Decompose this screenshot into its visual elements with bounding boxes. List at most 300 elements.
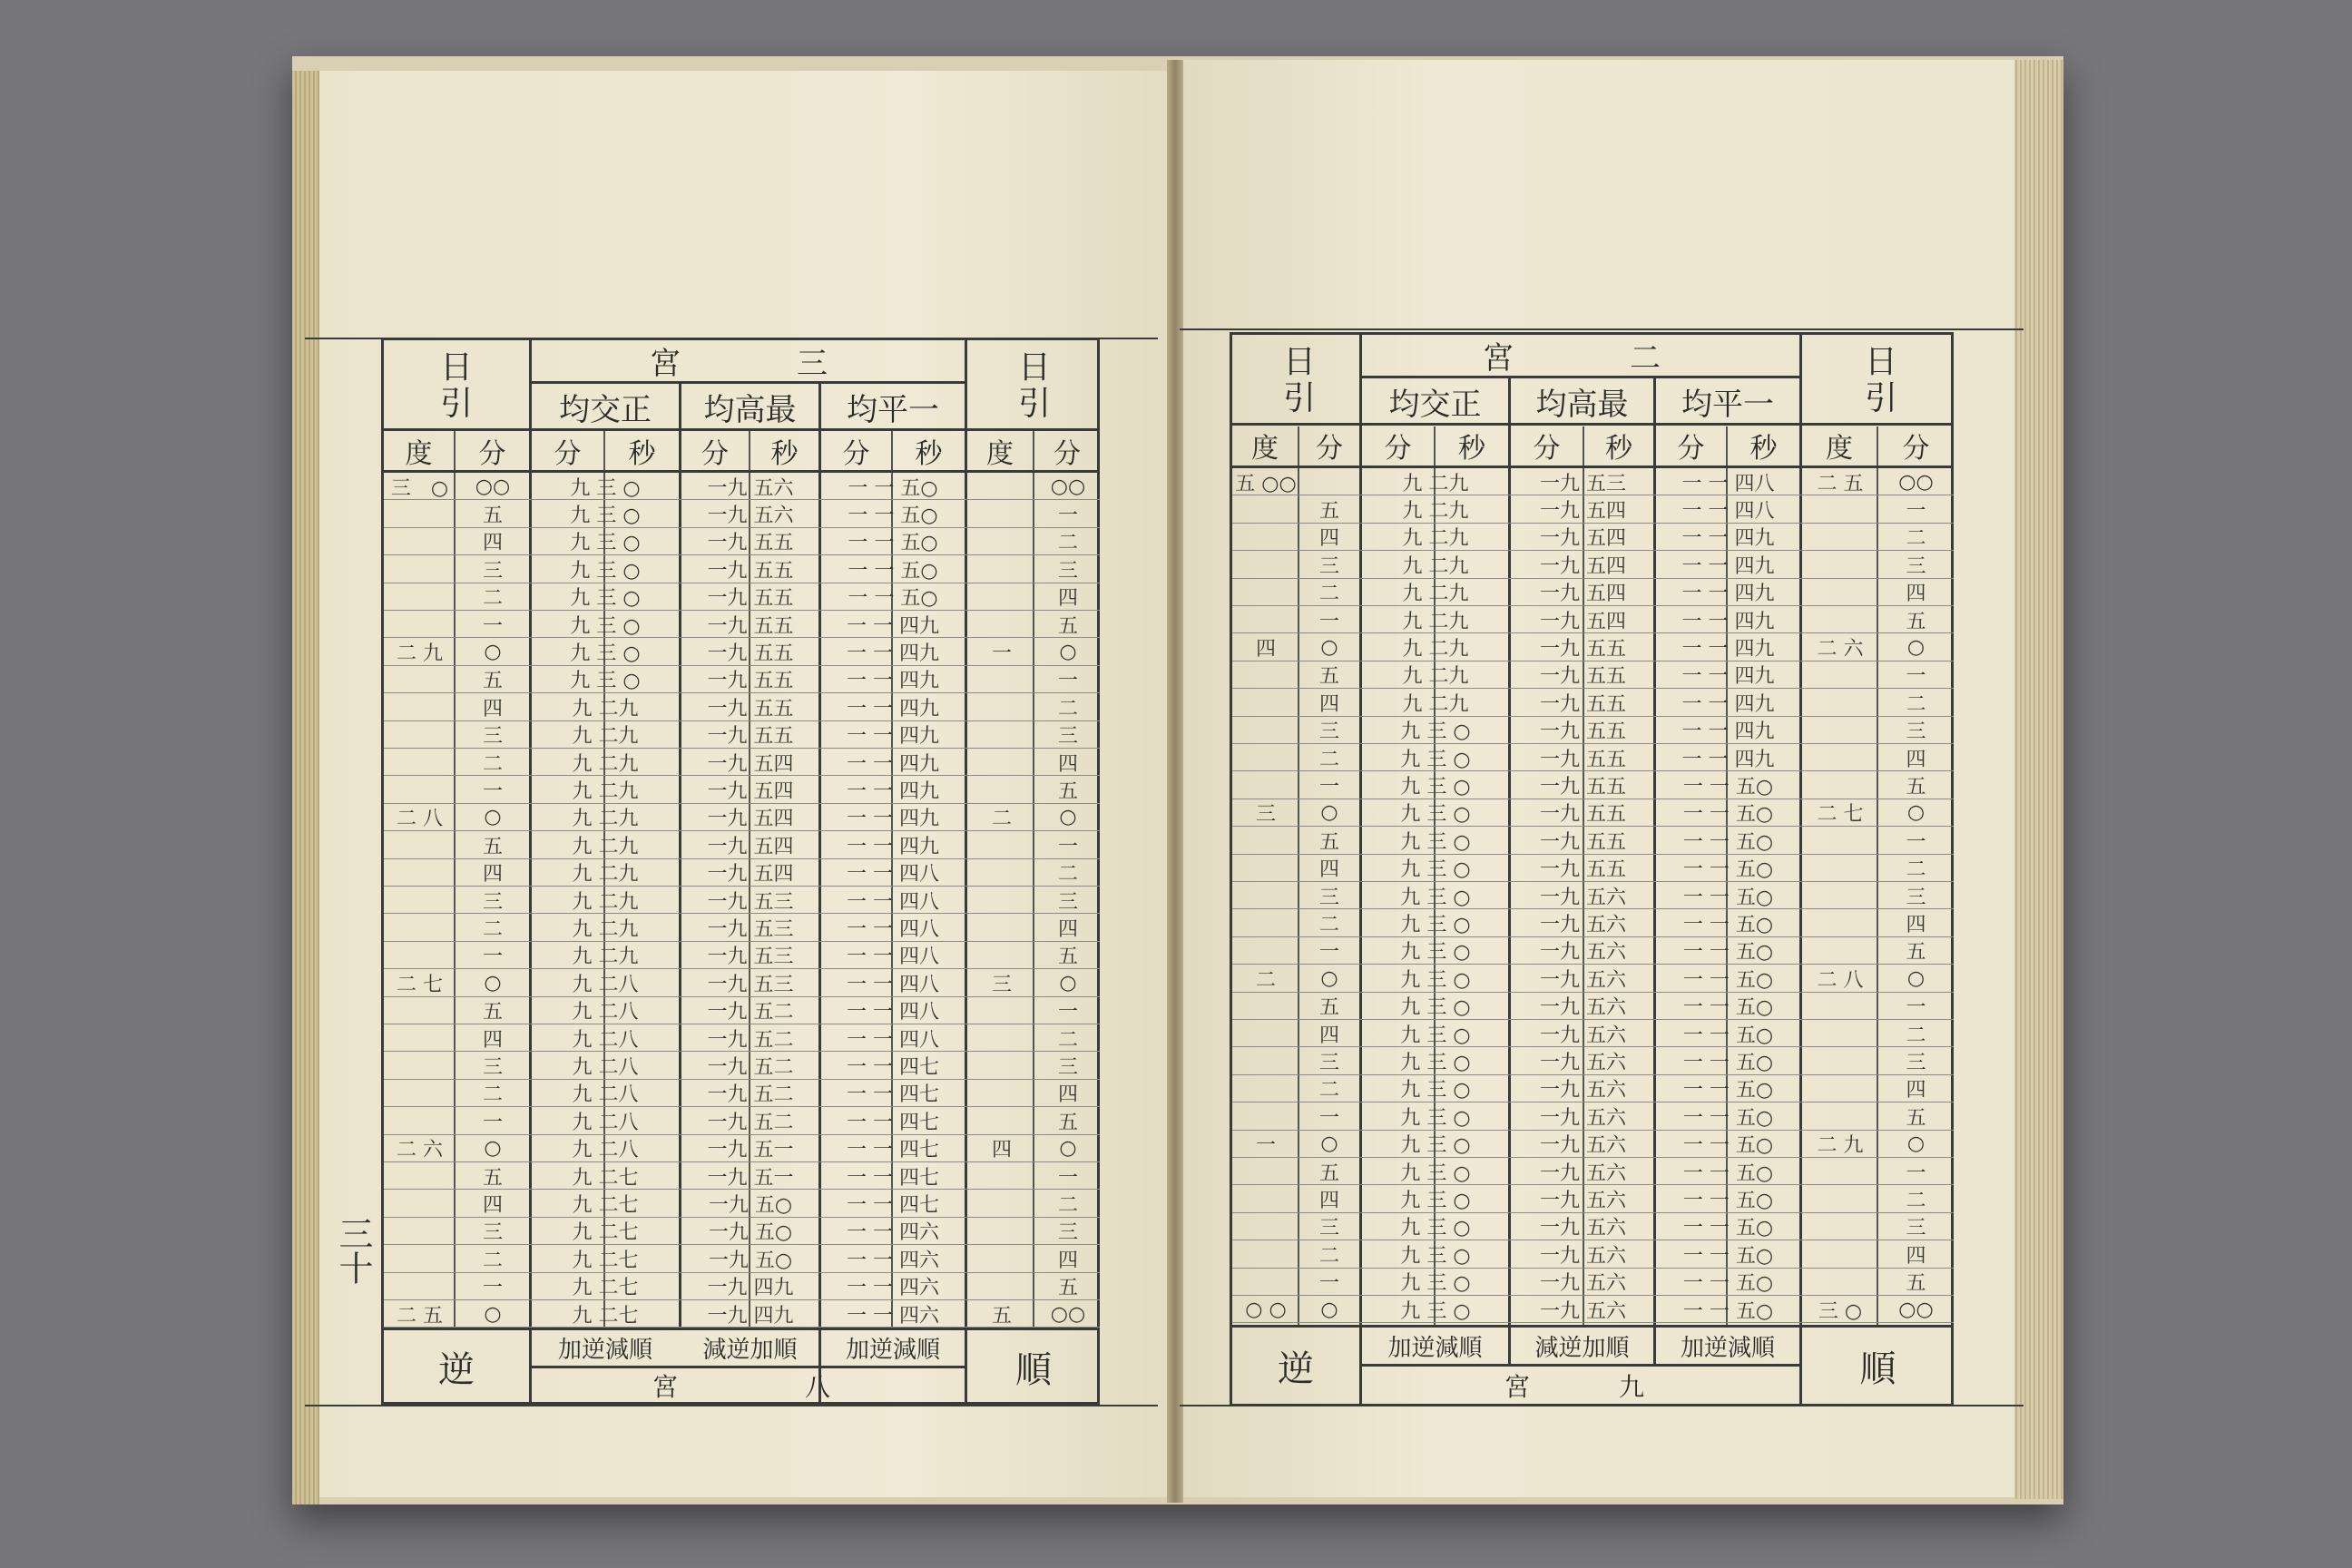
table-cell: [969, 528, 1034, 555]
table-cell: 一 一 四九: [847, 725, 939, 749]
table-cell: [969, 666, 1034, 693]
table-row: [1232, 1047, 1954, 1074]
table-cell: 九 二九: [1402, 583, 1469, 606]
table-cell: 一 一 四九: [1681, 527, 1775, 551]
table-cell: 一九 五五: [707, 532, 794, 555]
table-row: [1232, 1102, 1954, 1130]
table-cell: [1234, 909, 1298, 936]
table-cell: 二: [1318, 583, 1339, 606]
table-cell: 一九 五六: [707, 476, 794, 500]
table-cell: 九 三 ○: [1400, 1079, 1471, 1102]
table-row: [1232, 1158, 1954, 1185]
table-cell: 一: [1057, 504, 1078, 527]
table-cell: [969, 693, 1034, 720]
table-row: [384, 1107, 1100, 1134]
table-cell: 一九 五六: [1540, 1051, 1626, 1074]
table-cell: 九 三 ○: [570, 504, 641, 527]
table-cell: 九 三 ○: [570, 532, 641, 555]
right-unit-7: 秒: [1749, 433, 1778, 465]
table-cell: 一 一 四九: [1681, 554, 1775, 578]
table-cell: ○: [1320, 635, 1338, 659]
table-cell: 四: [1906, 913, 1926, 936]
table-cell: [386, 500, 454, 527]
table-cell: 一九 五六: [1540, 1161, 1626, 1185]
table-cell: [1804, 1102, 1877, 1130]
table-row: [1232, 606, 1954, 633]
table-cell: [1804, 1240, 1877, 1268]
table-cell: 一九 五二: [707, 1001, 794, 1024]
table-row: [1232, 1075, 1954, 1102]
right-footer-left: 逆: [1278, 1348, 1314, 1390]
table-cell: ○○: [1050, 475, 1086, 498]
table-cell: 四: [1318, 527, 1339, 551]
table-cell: 九 三 ○: [1400, 886, 1471, 909]
table-cell: 二: [1057, 1028, 1078, 1052]
table-cell: 一九 五四: [1540, 610, 1626, 633]
table-cell: [1804, 855, 1877, 882]
table-cell: 九 三 ○: [1400, 1024, 1471, 1047]
table-cell: 三: [1057, 1221, 1078, 1245]
table-cell: 一 一 四九: [847, 697, 939, 720]
table-cell: 三: [1318, 554, 1339, 578]
table-cell: 三: [1318, 1051, 1339, 1074]
table-row: [1232, 1020, 1954, 1047]
table-cell: 一 一 四九: [847, 779, 939, 803]
table-cell: [386, 1190, 454, 1217]
table-cell: ○: [484, 1137, 502, 1161]
table-cell: 一: [1057, 1166, 1078, 1190]
table-cell: [1234, 689, 1298, 716]
table-cell: 一九 五六: [1540, 1024, 1626, 1047]
table-cell: 二: [482, 1249, 503, 1272]
table-cell: 五: [1906, 1272, 1926, 1296]
table-cell: 二: [1057, 863, 1078, 887]
table-cell: [969, 1024, 1034, 1052]
table-cell: 一 一 四六: [847, 1221, 939, 1245]
table-cell: [969, 1107, 1034, 1134]
table-cell: 一 一 四六: [847, 1304, 939, 1328]
table-cell: [1804, 1075, 1877, 1102]
table-cell: 五: [482, 1166, 503, 1190]
table-cell: 四: [991, 1139, 1012, 1162]
right-col-group-2: 均高最: [1535, 386, 1629, 423]
table-cell: 一 一 四八: [847, 863, 939, 887]
table-cell: 九 二九: [1402, 472, 1469, 495]
table-cell: [386, 776, 454, 803]
table-cell: 九 三 ○: [1400, 775, 1471, 799]
table-cell: [1804, 1185, 1877, 1212]
table-cell: 一九 五五: [1540, 775, 1626, 799]
table-cell: 二: [482, 1083, 503, 1107]
table-cell: 九 二九: [572, 890, 639, 914]
table-cell: [386, 997, 454, 1024]
table-cell: 一九 五二: [707, 1083, 794, 1107]
table-cell: 一九 五四: [1540, 499, 1626, 523]
table-cell: 四: [1255, 637, 1276, 661]
table-cell: 一九 五四: [707, 863, 794, 887]
table-row: [1232, 524, 1954, 551]
table-cell: 九 三 ○: [1400, 1161, 1471, 1185]
table-cell: 一 一 五○: [1682, 968, 1774, 992]
table-cell: 九 二九: [1402, 499, 1469, 523]
table-cell: 一 一 五○: [1682, 1161, 1774, 1185]
table-cell: 二: [1906, 527, 1926, 551]
table-cell: 一: [482, 946, 503, 969]
table-cell: ○○: [1898, 1298, 1934, 1321]
table-cell: 九 二八: [572, 1139, 639, 1162]
book-gutter: [1167, 60, 1183, 1503]
table-cell: 五: [482, 504, 503, 527]
table-cell: 五: [1057, 779, 1078, 803]
table-cell: 九 二九: [1402, 692, 1469, 716]
table-cell: 一 一 五○: [1682, 1189, 1774, 1212]
table-row: [1232, 689, 1954, 716]
table-row: [384, 1024, 1100, 1052]
table-cell: 一 一 五○: [1682, 775, 1774, 799]
table-cell: 一 一 五○: [1682, 1079, 1774, 1102]
table-cell: [1234, 579, 1298, 606]
left-unit-5: 秒: [770, 437, 799, 470]
table-cell: 五: [482, 670, 503, 693]
table-cell: 一九 五四: [1540, 583, 1626, 606]
table-cell: [1804, 1158, 1877, 1185]
table-cell: 一 一 五○: [1682, 1024, 1774, 1047]
table-cell: 二: [1906, 1024, 1926, 1047]
table-cell: 一 一 四八: [847, 1028, 939, 1052]
table-cell: [1804, 744, 1877, 771]
table-cell: [1234, 855, 1298, 882]
table-cell: 一 一 五○: [848, 532, 938, 555]
table-cell: 一: [1906, 665, 1926, 689]
table-cell: 五: [1906, 775, 1926, 799]
table-cell: 一九 五五: [1540, 665, 1626, 689]
table-cell: 二 八: [1817, 968, 1864, 992]
table-cell: [969, 1162, 1034, 1190]
table-cell: 二: [482, 917, 503, 941]
table-cell: 四: [1318, 1189, 1339, 1212]
table-cell: 一九 五六: [1540, 1079, 1626, 1102]
table-row: [1232, 855, 1954, 882]
table-row: [1232, 1213, 1954, 1240]
table-cell: [1804, 495, 1877, 523]
right-footer-group-2: 減逆加順: [1534, 1334, 1630, 1362]
table-cell: 四: [1318, 858, 1339, 882]
table-cell: 一九 五六: [1540, 886, 1626, 909]
table-cell: 五: [482, 1001, 503, 1024]
table-cell: [1234, 551, 1298, 578]
table-cell: 九 二九: [1402, 637, 1469, 661]
table-cell: [969, 1080, 1034, 1107]
table-cell: ○: [1059, 971, 1077, 995]
table-cell: [386, 528, 454, 555]
table-cell: [1804, 937, 1877, 965]
right-unit-6: 分: [1677, 433, 1705, 465]
right-top-left-label: 日引: [1278, 344, 1316, 416]
right-unit-5: 秒: [1605, 433, 1632, 465]
table-cell: 一: [991, 642, 1012, 665]
table-cell: 三: [1318, 886, 1339, 909]
left-unit-1: 分: [478, 437, 506, 470]
table-cell: 九 三 ○: [1400, 1244, 1471, 1268]
table-cell: [1804, 1213, 1877, 1240]
table-cell: [386, 555, 454, 583]
right-unit-8: 度: [1826, 433, 1853, 465]
table-cell: 四: [1057, 752, 1078, 776]
table-cell: 一 一 四七: [847, 1111, 939, 1134]
table-cell: 三: [482, 725, 503, 749]
table-row: [384, 1245, 1100, 1272]
table-cell: 二: [1906, 858, 1926, 882]
table-row: [1232, 717, 1954, 744]
table-cell: 五: [1318, 665, 1339, 689]
table-cell: 九 三 ○: [1400, 941, 1471, 965]
table-cell: 一 一 四七: [847, 1055, 939, 1079]
table-cell: 二: [1906, 692, 1926, 716]
table-cell: [386, 666, 454, 693]
table-cell: 一九 五四: [1540, 527, 1626, 551]
table-cell: 九 三 ○: [1400, 748, 1471, 771]
table-row: [384, 776, 1100, 803]
table-cell: 一九 五○: [708, 1221, 793, 1245]
table-cell: 一 一 五○: [1682, 1244, 1774, 1268]
table-cell: 九 二七: [572, 1249, 639, 1272]
left-col-group-1: 均交正: [559, 391, 652, 428]
left-palace-title: 宮 三: [650, 345, 846, 382]
right-footer-group-3: 加逆減順: [1680, 1334, 1775, 1362]
binding-thread-top-right: [1180, 328, 2024, 330]
table-cell: 九 二九: [1402, 610, 1469, 633]
table-cell: 九 二九: [572, 697, 639, 720]
table-cell: 九 二八: [572, 1055, 639, 1079]
table-cell: 九 二九: [572, 946, 639, 969]
table-cell: 一 一 五○: [848, 504, 938, 527]
table-cell: 一 一 五○: [1682, 886, 1774, 909]
table-cell: 五: [1057, 1111, 1078, 1134]
table-cell: [1804, 1020, 1877, 1047]
table-cell: [969, 1190, 1034, 1217]
table-cell: [1804, 993, 1877, 1020]
table-cell: 一 一 五○: [1682, 1051, 1774, 1074]
left-top-left-label: 日引: [435, 349, 473, 422]
table-row: [1232, 1240, 1954, 1268]
table-cell: 二: [1057, 532, 1078, 555]
table-cell: 九 三 ○: [1400, 1299, 1471, 1323]
table-cell: 一九 五○: [708, 1249, 793, 1272]
table-cell: 一九 五六: [1540, 1189, 1626, 1212]
table-cell: [386, 831, 454, 858]
table-cell: 九 三 ○: [1400, 1189, 1471, 1212]
table-row: [384, 1135, 1100, 1162]
table-row: [1232, 937, 1954, 965]
table-cell: 九 二八: [572, 973, 639, 996]
table-cell: 九 二七: [572, 1304, 639, 1328]
table-row: [384, 1300, 1100, 1328]
table-cell: 二 七: [397, 973, 443, 996]
table-row: [384, 831, 1100, 858]
table-row: [384, 583, 1100, 611]
table-cell: 九 三 ○: [570, 559, 641, 583]
right-col-group-1: 均交正: [1388, 386, 1482, 423]
table-cell: 九 三 ○: [1400, 1106, 1471, 1130]
table-cell: ○: [1059, 640, 1077, 663]
table-cell: [386, 611, 454, 638]
table-cell: 九 二九: [1402, 554, 1469, 578]
table-cell: 一: [1057, 835, 1078, 858]
left-unit-3: 秒: [628, 437, 656, 470]
table-cell: 三: [1906, 554, 1926, 578]
table-cell: 一九 五五: [1540, 748, 1626, 771]
table-cell: 一九 五六: [707, 504, 794, 527]
table-cell: [386, 859, 454, 887]
table-cell: ○: [1906, 801, 1926, 825]
table-cell: 一 一 五○: [848, 587, 938, 611]
table-cell: 一九 五六: [1540, 1217, 1626, 1240]
table-row: [384, 942, 1100, 969]
table-cell: 五: [1318, 830, 1339, 854]
table-cell: 五: [1318, 996, 1339, 1020]
table-cell: ○○: [1898, 470, 1934, 494]
table-cell: 一九 五二: [707, 1055, 794, 1079]
table-cell: 五: [1318, 499, 1339, 523]
table-cell: [1804, 662, 1877, 689]
table-cell: 一 一 四九: [847, 642, 939, 665]
right-palace-title: 宮 二: [1483, 339, 1679, 377]
table-cell: 一: [1318, 610, 1339, 633]
right-footer-group-1: 加逆減順: [1387, 1334, 1483, 1362]
table-cell: 一九 五六: [1540, 1134, 1626, 1158]
table-cell: 一 一 四八: [1681, 499, 1775, 523]
table-cell: 一 一 四九: [1681, 692, 1775, 716]
table-cell: [1804, 882, 1877, 909]
table-row: [384, 1052, 1100, 1079]
table-row: [1232, 1185, 1954, 1212]
table-row: [384, 804, 1100, 831]
table-cell: 九 三 ○: [1400, 1272, 1471, 1296]
table-row: [384, 528, 1100, 555]
table-row: [384, 500, 1100, 527]
table-cell: ○○: [1050, 1302, 1086, 1326]
left-top-right-label: 日引: [1013, 349, 1051, 422]
book-edge-right: [2013, 60, 2063, 1499]
table-cell: 二: [1057, 1193, 1078, 1217]
table-cell: 一 一 五○: [1682, 830, 1774, 854]
table-row: [1232, 662, 1954, 689]
table-row: [384, 1218, 1100, 1245]
table-cell: 一 一 四九: [1681, 637, 1775, 661]
table-cell: 一 一 四八: [847, 1001, 939, 1024]
table-row: [384, 1080, 1100, 1107]
table-cell: 二: [1318, 1244, 1339, 1268]
table-cell: 一: [1906, 1161, 1926, 1185]
table-row: [1232, 799, 1954, 827]
binding-thread-bottom-left: [305, 1405, 1158, 1406]
left-unit-4: 分: [701, 437, 729, 470]
table-cell: 三: [1318, 720, 1339, 744]
table-cell: 四: [1906, 748, 1926, 771]
table-cell: 九 二九: [572, 863, 639, 887]
table-cell: 九 三 ○: [1400, 858, 1471, 882]
table-cell: 一九 五五: [707, 697, 794, 720]
table-cell: 五: [1057, 1277, 1078, 1300]
table-cell: 九 三 ○: [570, 614, 641, 638]
table-cell: [386, 914, 454, 941]
table-cell: 九 三 ○: [570, 670, 641, 693]
table-cell: 二: [1318, 1079, 1339, 1102]
table-row: [1232, 633, 1954, 661]
table-cell: 一 一 五○: [1682, 1272, 1774, 1296]
table-cell: ○: [1906, 966, 1926, 990]
table-cell: ○○: [475, 475, 511, 498]
table-cell: 二 六: [1817, 637, 1864, 661]
table-cell: 四: [1057, 587, 1078, 611]
left-unit-8: 度: [986, 437, 1014, 470]
table-cell: 九 三 ○: [1400, 720, 1471, 744]
table-cell: 九 三 ○: [570, 642, 641, 665]
table-cell: 五: [1906, 1106, 1926, 1130]
table-cell: 三: [1906, 1217, 1926, 1240]
table-cell: 一九 五五: [1540, 830, 1626, 854]
book-edge-left: [292, 71, 319, 1504]
table-row: [1232, 909, 1954, 936]
table-cell: 一 一 四八: [847, 946, 939, 969]
right-unit-4: 分: [1533, 433, 1561, 465]
table-cell: 一九 五六: [1540, 913, 1626, 936]
table-cell: [386, 583, 454, 611]
table-cell: [1234, 1047, 1298, 1074]
table-row: [1232, 882, 1954, 909]
table-cell: ○: [484, 640, 502, 663]
table-cell: 一 一 四九: [1681, 583, 1775, 606]
right-unit-3: 秒: [1458, 433, 1485, 465]
table-cell: 一 一 五○: [1682, 1106, 1774, 1130]
table-cell: 二: [1057, 697, 1078, 720]
table-row: [384, 997, 1100, 1024]
table-cell: [1804, 524, 1877, 551]
table-cell: 九 二七: [572, 1166, 639, 1190]
table-cell: [386, 1024, 454, 1052]
table-cell: [969, 473, 1034, 500]
table-cell: [1234, 771, 1298, 799]
table-cell: 九 二九: [572, 835, 639, 858]
table-cell: 一九 五六: [1540, 996, 1626, 1020]
right-unit-1: 分: [1316, 433, 1343, 465]
table-cell: 一 一 四八: [847, 917, 939, 941]
table-cell: 一 一 四七: [847, 1166, 939, 1190]
table-cell: 三: [1255, 803, 1276, 827]
table-cell: [1234, 827, 1298, 854]
table-cell: 一: [1318, 941, 1339, 965]
table-cell: 二 五: [397, 1304, 443, 1328]
table-cell: 一九 五三: [707, 946, 794, 969]
table-cell: 九 二九: [1402, 527, 1469, 551]
table-row: [1232, 965, 1954, 992]
table-cell: 一九 五六: [1540, 1272, 1626, 1296]
left-footer-right: 順: [1015, 1348, 1052, 1391]
table-cell: 三: [1057, 890, 1078, 914]
table-cell: 四: [482, 863, 503, 887]
table-cell: 一九 五○: [708, 1193, 793, 1217]
table-cell: [969, 831, 1034, 858]
left-footer-palace: 宮 八: [652, 1372, 843, 1402]
table-cell: [1234, 882, 1298, 909]
table-cell: 一九 四九: [707, 1304, 794, 1328]
table-cell: 四: [482, 697, 503, 720]
table-row: [384, 611, 1100, 638]
table-cell: 一九 五四: [1540, 554, 1626, 578]
right-top-right-label: 日引: [1859, 344, 1897, 416]
table-cell: [386, 693, 454, 720]
table-cell: 一九 五五: [1540, 803, 1626, 827]
